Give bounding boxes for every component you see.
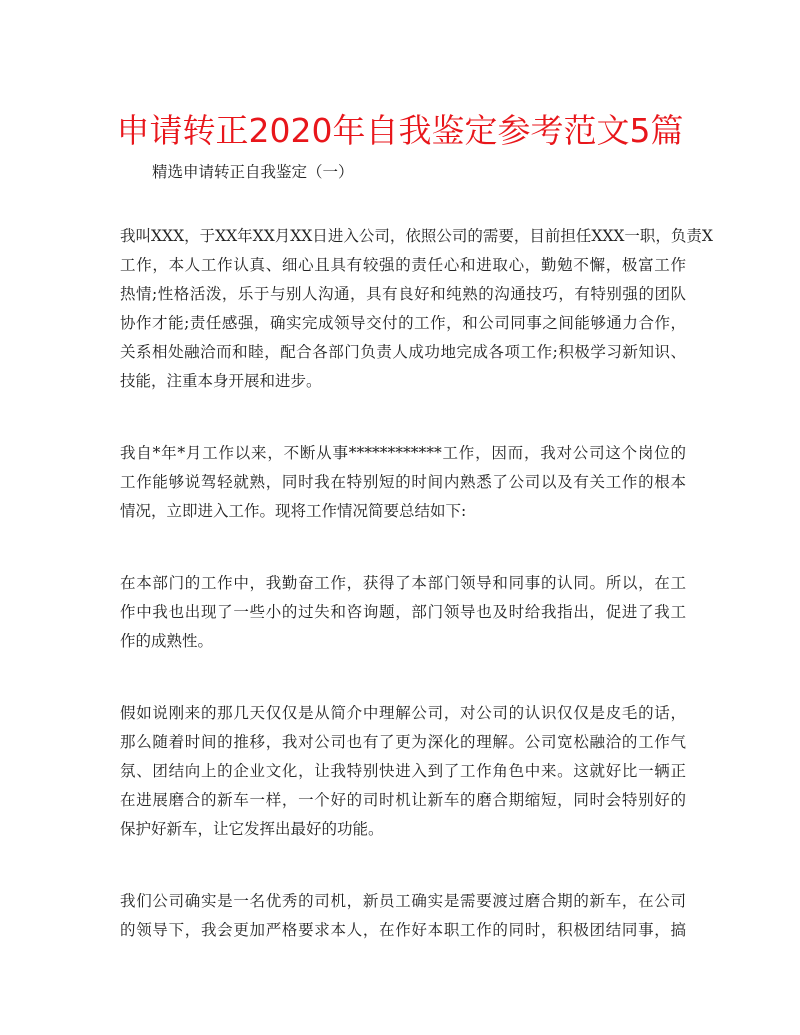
paragraph-line: 工作能够说驾轻就熟，同时我在特别短的时间内熟悉了公司以及有关工作的根本 bbox=[120, 473, 686, 491]
paragraph-line: 在本部门的工作中，我勤奋工作，获得了本部门领导和同事的认同。所以，在工 bbox=[120, 574, 686, 592]
paragraph-2 bbox=[120, 439, 686, 526]
paragraph-line: 那么随着时间的推移，我对公司也有了更为深化的理解。公司宽松融洽的工作气 bbox=[120, 733, 686, 751]
paragraph-line: 热情;性格活泼，乐于与别人沟通，具有良好和纯熟的沟通技巧，有特别强的团队 bbox=[120, 285, 686, 303]
paragraph-line: 我叫XXX，于XX年XX月XX日进入公司，依照公司的需要，目前担任XXX一职，负责X bbox=[120, 227, 713, 245]
paragraph-1 bbox=[120, 222, 713, 396]
paragraph-4 bbox=[120, 699, 686, 844]
paragraph-line: 假如说刚来的那几天仅仅是从简介中理解公司，对公司的认识仅仅是皮毛的话， bbox=[120, 704, 686, 722]
document-subtitle: 精选申请转正自我鉴定（一） bbox=[152, 163, 354, 181]
document-title: 申请转正2020年自我鉴定参考范文5篇 bbox=[116, 111, 684, 150]
paragraph-line: 技能，注重本身开展和进步。 bbox=[120, 372, 322, 390]
paragraph-5 bbox=[120, 887, 686, 945]
paragraph-line: 氛、团结向上的企业文化，让我特别快进入到了工作角色中来。这就好比一辆正 bbox=[120, 762, 686, 780]
paragraph-line: 的领导下，我会更加严格要求本人，在作好本职工作的同时，积极团结同事，搞 bbox=[120, 921, 686, 939]
paragraph-line: 在进展磨合的新车一样，一个好的司时机让新车的磨合期缩短，同时会特别好的 bbox=[120, 791, 686, 809]
paragraph-line: 关系相处融洽而和睦，配合各部门负责人成功地完成各项工作;积极学习新知识、 bbox=[120, 343, 686, 361]
paragraph-line: 作中我也出现了一些小的过失和咨询题，部门领导也及时给我指出，促进了我工 bbox=[120, 603, 686, 621]
paragraph-line: 工作，本人工作认真、细心且具有较强的责任心和进取心，勤勉不懈，极富工作 bbox=[120, 256, 686, 274]
paragraph-line: 作的成熟性。 bbox=[120, 632, 214, 650]
document-body bbox=[120, 222, 713, 988]
paragraph-line: 我们公司确实是一名优秀的司机，新员工确实是需要渡过磨合期的新车，在公司 bbox=[120, 892, 686, 910]
paragraph-3 bbox=[120, 569, 686, 656]
paragraph-line: 协作才能;责任感强，确实完成领导交付的工作，和公司同事之间能够通力合作， bbox=[120, 314, 686, 332]
paragraph-line: 情况，立即进入工作。现将工作情况简要总结如下: bbox=[120, 502, 467, 520]
paragraph-line: 我自*年*月工作以来，不断从事************工作，因而，我对公司这个岗位的 bbox=[120, 444, 686, 462]
paragraph-line: 保护好新车，让它发挥出最好的功能。 bbox=[120, 820, 384, 838]
